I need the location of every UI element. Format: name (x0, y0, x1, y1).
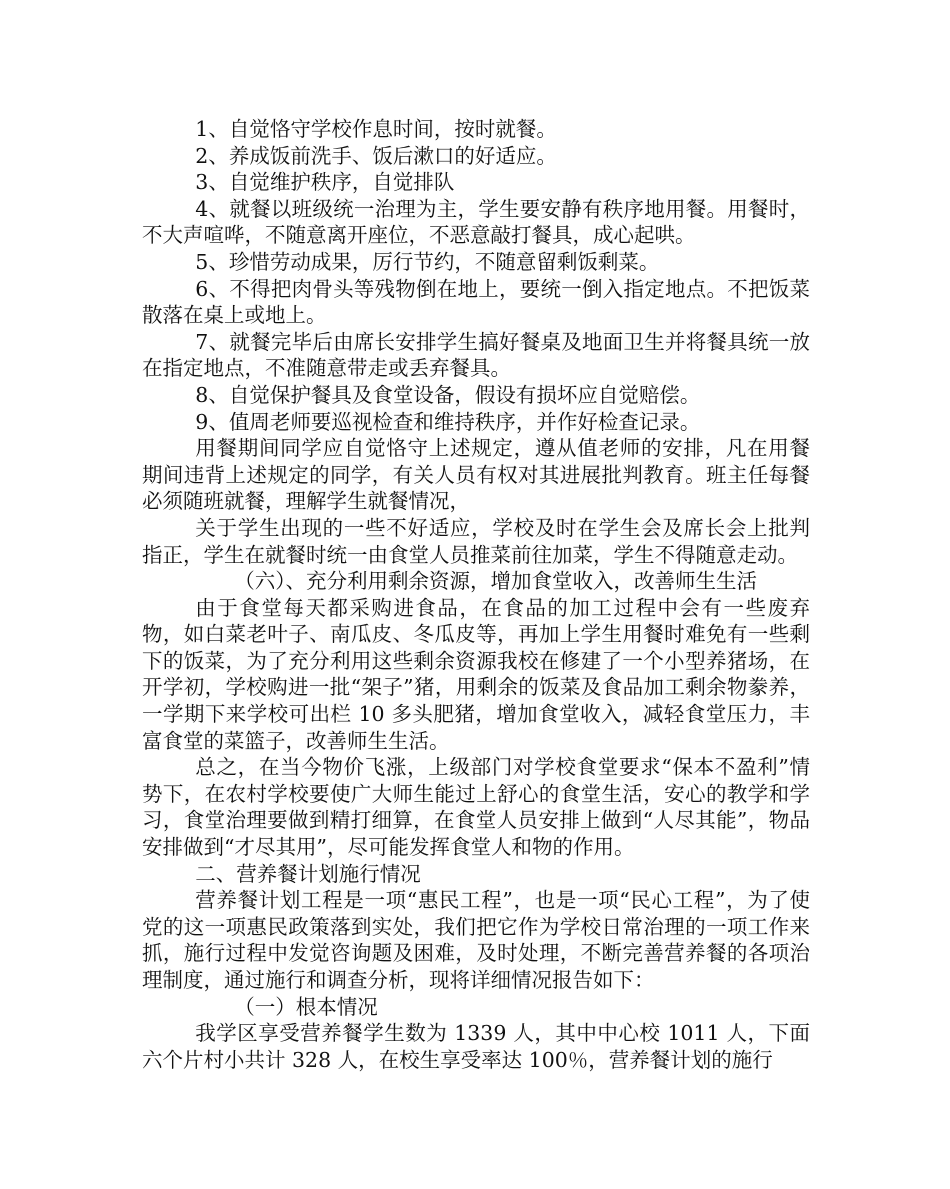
body-paragraph: 关于学生出现的一些不好适应，学校及时在学生会及席长会上批判指正，学生在就餐时统一由食堂人员推菜前往加菜，学生不得随意走动。 (142, 515, 810, 567)
rule-item-6: 6、不得把肉骨头等残物倒在地上，要统一倒入指定地点。不把饭菜散落在桌上或地上。 (142, 276, 810, 328)
rule-item-7: 7、就餐完毕后由席长安排学生搞好餐桌及地面卫生并将餐具统一放在指定地点，不准随意带走或丢弃餐具。 (142, 329, 810, 381)
body-paragraph: 用餐期间同学应自觉恪守上述规定，遵从值老师的安排，凡在用餐期间违背上述规定的同学，有关人员有权对其进展批判教育。班主任每餐必须随班就餐，理解学生就餐情况， (142, 436, 810, 514)
body-paragraph: 总之，在当今物价飞涨，上级部门对学校食堂要求“保本不盈利”情势下，在农村学校要使广大师生能过上舒心的食堂生活，安心的教学和学习，食堂治理要做到精打细算，在食堂人员安排上做到“人尽其能”，物品安排做到“才尽其用”，尽可能发挥食堂人和物的作用。 (142, 755, 810, 860)
rule-item-3: 3、自觉维护秩序，自觉排队 (195, 170, 455, 195)
section-heading: （一）根本情况 (234, 994, 378, 1019)
rule-item-1: 1、自觉恪守学校作息时间，按时就餐。 (195, 117, 557, 141)
rule-item-8: 8、自觉保护餐具及食堂设备，假设有损坏应自觉赔偿。 (195, 382, 701, 407)
body-paragraph: 我学区享受营养餐学生数为 1339 人，其中中心校 1011 人，下面六个片村小共计 328 人，在校生享受率达 100％，营养餐计划的施行 (142, 1021, 810, 1072)
rule-item-4: 4、就餐以班级统一治理为主，学生要安静有秩序地用餐。用餐时，不大声喧哗，不随意离开座位，不恶意敲打餐具，成心起哄。 (142, 196, 810, 248)
body-paragraph: 由于食堂每天都采购进食品，在食品的加工过程中会有一些废弃物，如白菜老叶子、南瓜皮、冬瓜皮等，再加上学生用餐时难免有一些剩下的饭菜，为了充分利用这些剩余资源我校在修建了一个小型养猪场，在开学初，学校购进一批“架子”猪，用剩余的饭菜及食品加工剩余物豢养，一学期下来学校可出栏 10 多头肥猪，增加食堂收入，减轻食堂压力，丰富食堂的菜篮子，改善师生生活。 (142, 595, 810, 753)
section-heading: 二、营养餐计划施行情况 (195, 861, 421, 886)
rule-item-2: 2、养成饭前洗手、饭后漱口的好适应。 (195, 143, 557, 168)
rule-item-9: 9、值周老师要巡视检查和维持秩序，并作好检查记录。 (195, 409, 701, 434)
section-heading: （六）、充分利用剩余资源，增加食堂收入，改善师生生活 (234, 569, 757, 594)
body-paragraph: 营养餐计划工程是一项“惠民工程”，也是一项“民心工程”，为了使党的这一项惠民政策落到实处，我们把它作为学校日常治理的一项工作来抓，施行过程中发觉咨询题及困难，及时处理，不断完善营养餐的各项治理制度，通过施行和调查分析，现将详细情况报告如下： (142, 888, 810, 992)
document-body (142, 116, 810, 1073)
rule-item-5: 5、珍惜劳动成果，厉行节约，不随意留剩饭剩菜。 (195, 249, 660, 274)
